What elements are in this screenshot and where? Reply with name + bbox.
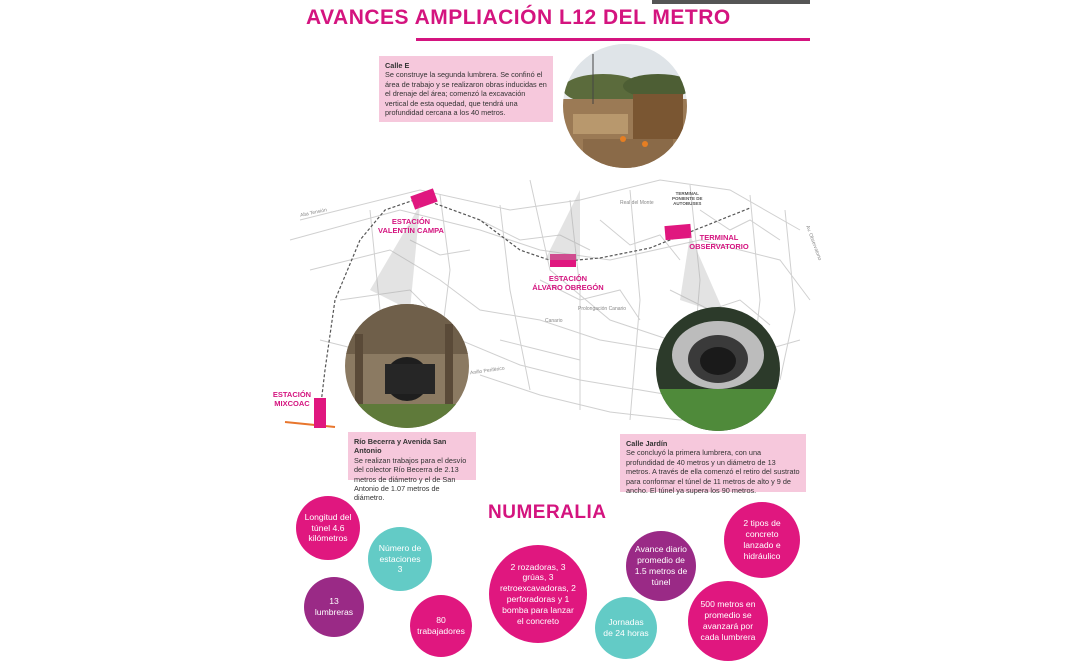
- stat-circle-daily-progress: Avance diario promedio de 1.5 metros de túnel: [626, 531, 696, 601]
- callout-rio-becerra: [348, 432, 476, 503]
- callout-text: Se concluyó la primera lumbrera, con una profundidad de 40 metros y un diámetro de 13 metros. A través de ella comenzó el retiro del sustrato para conformar el túnel de 11 metros de alto y 9 de ancho. El túnel ya supera los 90 metros.: [626, 448, 800, 496]
- map-label-anillo-periferico: Anillo Periférico: [469, 365, 505, 377]
- top-bar: [652, 0, 810, 4]
- stat-circle-concrete-types: 2 tipos de concreto lanzado e hidráulico: [724, 502, 800, 578]
- callout-cone-calle-e: [545, 190, 580, 260]
- callout-title: Calle E: [385, 61, 410, 70]
- photo-calle-e-construction: [563, 44, 687, 168]
- stat-circle-shifts: Jornadas de 24 horas: [595, 597, 657, 659]
- stat-circle-tunnel-length: Longitud del túnel 4.6 kilómetros: [296, 496, 360, 560]
- callout-calle-e: [379, 56, 553, 122]
- station-label-valentin-campa: ESTACIÓN VALENTÍN CAMPA: [378, 217, 444, 235]
- callout-text: Se realizan trabajos para el desvío del colector Río Becerra de 2.13 metros de diámetro y el de San Antonio de 1.07 metros de diámetro.: [354, 455, 467, 503]
- map-label-alta-tension: Alta Tensión: [299, 207, 328, 219]
- stat-circle-shafts: 13 lumbreras: [304, 577, 364, 637]
- stat-circle-workers: 80 trabajadores: [410, 595, 472, 657]
- callout-text: Se construye la segunda lumbrera. Se confinó el área de trabajo y se realizaron obras inducidas en el drenaje del área; comenzó la excavación vertical de esta oquedad, que tendrá una profundidad cercana a los 40 metros.: [385, 70, 547, 118]
- stat-circle-machinery: 2 rozadoras, 3 grúas, 3 retroexcavadoras, 2 perforadoras y 1 bomba para lanzar el concreto: [489, 545, 587, 643]
- station-label-alvaro-obregon: ESTACIÓN ÁLVARO OBREGÓN: [532, 274, 604, 292]
- stat-circle-stations: Número de estaciones 3: [368, 527, 432, 591]
- numeralia-heading: NUMERALIA: [488, 502, 607, 523]
- mixcoac-line-segment: [285, 422, 335, 427]
- photo-calle-jardin-tunnel: [656, 307, 780, 431]
- callout-title: Río Becerra y Avenida San Antonio: [354, 437, 447, 456]
- page-title: AVANCES AMPLIACIÓN L12 DEL METRO: [306, 6, 731, 29]
- callout-title: Calle Jardín: [626, 439, 668, 448]
- map-label-terminal-autobuses: TERMINAL PONIENTE DE AUTOBUSES: [672, 191, 703, 206]
- map-label-av-observatorio: Av. Observatorio: [804, 224, 823, 262]
- map-label-prolongacion-canario: Prolongación Canario: [578, 306, 627, 312]
- callout-calle-jardin: [620, 434, 806, 496]
- title-underline: [416, 38, 810, 41]
- station-label-mixcoac: ESTACIÓN MIXCOAC: [272, 390, 312, 408]
- photo-rio-becerra-pipe: [345, 304, 469, 428]
- map-label-real-del-monte: Real del Monte: [620, 200, 654, 206]
- stat-circle-advance-per-shaft: 500 metros en promedio se avanzará por cada lumbrera: [688, 581, 768, 661]
- map-label-canario: Canario: [545, 318, 563, 324]
- station-label-observatorio: TERMINAL OBSERVATORIO: [689, 233, 749, 251]
